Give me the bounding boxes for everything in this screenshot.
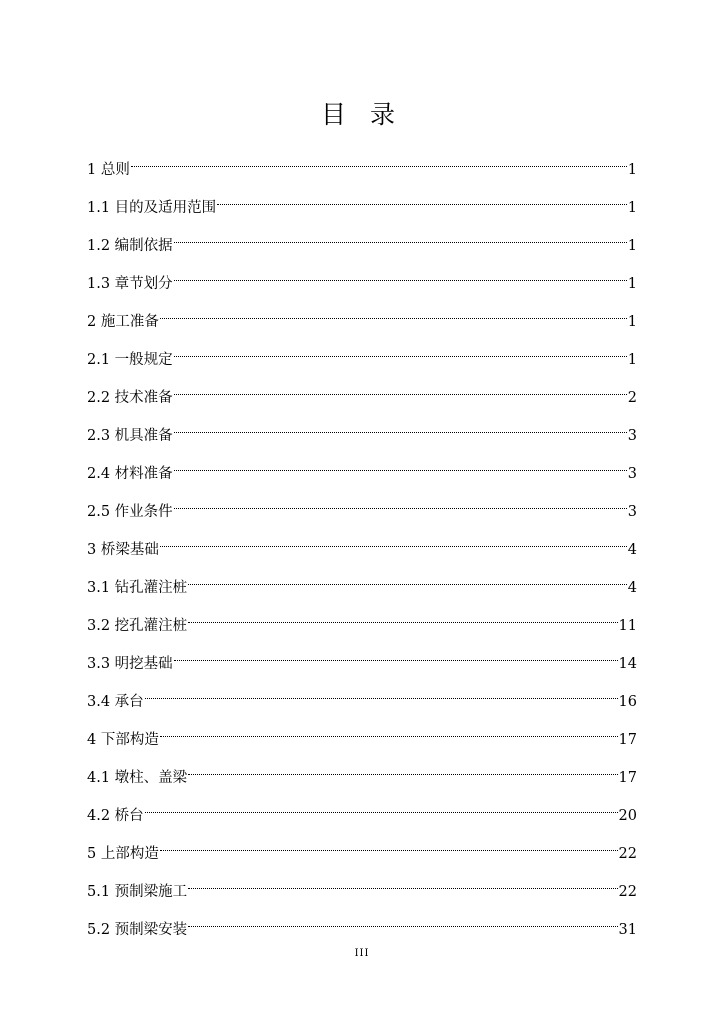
toc-entry-page: 4: [627, 542, 637, 558]
toc-entry-label: 2.4 材料准备: [87, 466, 173, 482]
toc-entry-label: 5.2 预制梁安装: [87, 922, 188, 938]
toc-entry-label: 1 总则: [87, 162, 130, 178]
page-number: III: [354, 948, 370, 959]
toc-entry-label: 3.3 明挖基础: [87, 656, 173, 672]
toc-entry-label: 2.1 一般规定: [87, 352, 173, 368]
toc-entry[interactable]: [87, 490, 637, 528]
toc-entry-page: 1: [627, 238, 637, 254]
toc-entry[interactable]: [87, 566, 637, 604]
toc-entry[interactable]: [87, 300, 637, 338]
toc-entry-page: 16: [618, 694, 637, 710]
toc-dot-leader: [217, 186, 627, 212]
toc-entry-page: 20: [618, 808, 637, 824]
toc-dot-leader: [131, 148, 627, 174]
toc-dot-leader: [188, 604, 617, 630]
toc-entry-label: 2.2 技术准备: [87, 390, 173, 406]
toc-dot-leader: [174, 376, 627, 402]
toc-entry-label: 5.1 预制梁施工: [87, 884, 188, 900]
toc-entry-page: 4: [627, 580, 637, 596]
toc-entry[interactable]: [87, 718, 637, 756]
toc-entry-page: 11: [618, 618, 637, 634]
toc-entry[interactable]: [87, 148, 637, 186]
toc-entry-page: 22: [618, 846, 637, 862]
toc-entry-label: 1.3 章节划分: [87, 276, 173, 292]
toc-dot-leader: [188, 870, 617, 896]
toc-entry[interactable]: [87, 452, 637, 490]
toc-entry[interactable]: [87, 832, 637, 870]
toc-dot-leader: [174, 642, 618, 668]
toc-dot-leader: [160, 528, 627, 554]
toc-entry-page: 1: [627, 314, 637, 330]
toc-entry-page: 1: [627, 162, 637, 178]
toc-entry[interactable]: [87, 870, 637, 908]
toc-entry-label: 4.2 桥台: [87, 808, 144, 824]
toc-entry-label: 2.3 机具准备: [87, 428, 173, 444]
toc-entry[interactable]: [87, 794, 637, 832]
toc-entry[interactable]: [87, 680, 637, 718]
toc-entry-label: 3.4 承台: [87, 694, 144, 710]
toc-entry[interactable]: [87, 376, 637, 414]
toc-dot-leader: [188, 566, 627, 592]
toc-entry-label: 5 上部构造: [87, 846, 159, 862]
toc-entry-page: 31: [618, 922, 637, 938]
toc-entry-label: 3 桥梁基础: [87, 542, 159, 558]
toc-entry-page: 3: [627, 504, 637, 520]
toc-entry-page: 1: [627, 276, 637, 292]
toc-entry-page: 17: [618, 770, 637, 786]
toc-entry[interactable]: [87, 908, 637, 946]
toc-entry-label: 1.2 编制依据: [87, 238, 173, 254]
toc-entry[interactable]: [87, 186, 637, 224]
toc-dot-leader: [188, 908, 617, 934]
toc-entry-page: 1: [627, 352, 637, 368]
page-title: 目 录: [321, 100, 403, 129]
toc-entry-label: 2.5 作业条件: [87, 504, 173, 520]
toc-entry-page: 17: [618, 732, 637, 748]
toc-dot-leader: [174, 338, 627, 364]
toc-entry-label: 2 施工准备: [87, 314, 159, 330]
toc-dot-leader: [174, 490, 627, 516]
toc-entry[interactable]: [87, 604, 637, 642]
toc-dot-leader: [174, 452, 627, 478]
toc-dot-leader: [174, 414, 627, 440]
toc-entry-page: 14: [618, 656, 637, 672]
table-of-contents: [87, 148, 637, 946]
toc-dot-leader: [174, 224, 627, 250]
toc-entry-page: 3: [627, 428, 637, 444]
toc-dot-leader: [160, 832, 618, 858]
toc-dot-leader: [145, 794, 618, 820]
toc-entry-label: 3.2 挖孔灌注桩: [87, 618, 188, 634]
toc-dot-leader: [174, 262, 627, 288]
toc-entry[interactable]: [87, 338, 637, 376]
toc-entry-label: 1.1 目的及适用范围: [87, 200, 217, 216]
toc-dot-leader: [188, 756, 617, 782]
toc-dot-leader: [145, 680, 618, 706]
toc-entry[interactable]: [87, 756, 637, 794]
toc-entry-page: 22: [618, 884, 637, 900]
toc-entry-page: 2: [627, 390, 637, 406]
toc-entry-label: 3.1 钻孔灌注桩: [87, 580, 188, 596]
toc-entry[interactable]: [87, 414, 637, 452]
toc-entry[interactable]: [87, 528, 637, 566]
toc-dot-leader: [160, 300, 627, 326]
toc-entry[interactable]: [87, 224, 637, 262]
toc-dot-leader: [160, 718, 618, 744]
toc-entry[interactable]: [87, 642, 637, 680]
toc-entry[interactable]: [87, 262, 637, 300]
toc-entry-label: 4 下部构造: [87, 732, 159, 748]
toc-entry-page: 1: [627, 200, 637, 216]
toc-entry-label: 4.1 墩柱、盖梁: [87, 770, 188, 786]
toc-entry-page: 3: [627, 466, 637, 482]
